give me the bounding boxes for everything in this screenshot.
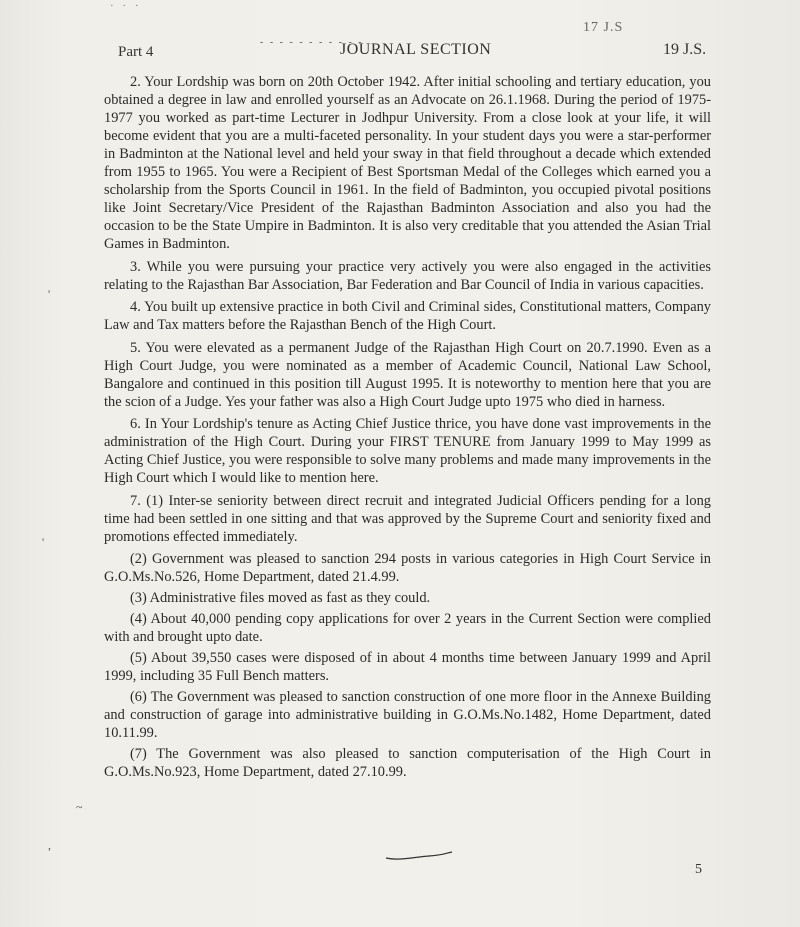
handwritten-underline bbox=[384, 849, 454, 863]
corner-scan-mark: · · · bbox=[110, 0, 142, 12]
paragraph-7-item-3: (3) Administrative files moved as fast as they could. bbox=[130, 590, 431, 606]
paragraph-4: 4. You built up extensive practice in both Civil and Criminal sides, Constitutional matters, Company Law and Tax matters before the Rajasthan Bench of the High Court. bbox=[104, 299, 711, 333]
body-text bbox=[104, 73, 711, 784]
part-label: Part 4 bbox=[118, 44, 154, 60]
paragraph-7-item-1: 7. (1) Inter-se seniority between direct recruit and integrated Judicial Officers pending for a long time had been settled in one sitting and that was approved by the Supreme Court and seniority fixed and promotions effected immediately. bbox=[104, 492, 711, 545]
paragraph-7-item-6: (6) The Government was pleased to sanction construction of one more floor in the Annexe Building and construction of garage into administrative building in G.O.Ms.No.1482, Home Department, dated 10.11.99. bbox=[104, 689, 711, 741]
header-faint-rule: - - - - - - - - - - - bbox=[260, 37, 364, 48]
scan-speck: ' bbox=[42, 535, 45, 549]
paragraph-7-item-5: (5) About 39,550 cases were disposed of in about 4 months time between January 1999 and April 1999, including 35 Full Bench matters. bbox=[104, 650, 711, 684]
scan-speck: ~ bbox=[76, 800, 83, 814]
section-title: JOURNAL SECTION bbox=[340, 41, 492, 58]
paragraph-7-item-4: (4) About 40,000 pending copy applications for over 2 years in the Current Section were complied with and brought upto date. bbox=[104, 611, 711, 645]
paragraph-7-item-7: (7) The Government was also pleased to sanction computerisation of the High Court in G.O.Ms.No.923, Home Department, dated 27.10.99. bbox=[104, 746, 711, 780]
scan-speck: , bbox=[48, 838, 51, 852]
page-reference: 19 J.S. bbox=[663, 41, 707, 58]
top-page-code: 17 J.S bbox=[583, 20, 624, 35]
page-number: 5 bbox=[695, 862, 702, 877]
paragraph-3: 3. While you were pursuing your practice very actively you were also engaged in the activities relating to the Rajasthan Bar Association, Bar Federation and Bar Council of India in various capacities. bbox=[104, 258, 711, 293]
paragraph-2: 2. Your Lordship was born on 20th October 1942. After initial schooling and tertiary education, you obtained a degree in law and enrolled yourself as an Advocate on 26.1.1968. During the period of 1975-1977 you worked as part-time Lecturer in Jodhpur University. From a close look at your life, it will become evident that you are a multi-faceted personality. In your student days you were a star-performer in Badminton at the National level and held your sway in that field throughout a decade which extended from 1955 to 1965. You were a Recipient of Best Sportsman Medal of the Colleges which earned you a scholarship from the Sports Council in 1961. In the field of Badminton, you occupied pivotal positions like Joint Secretary/Vice President of the Rajasthan Badminton Association and also you had the occasion to be the State Umpire in Badminton. It is also very creditable that you attended the Asian Trial Games in Badminton. bbox=[104, 74, 711, 252]
paragraph-6: 6. In Your Lordship's tenure as Acting Chief Justice thrice, you have done vast improvements in the administration of the High Court. During your FIRST TENURE from January 1999 to May 1999 as Acting Chief Justice, you were responsible to solve many problems and made many improvements in the High Court which I would like to mention here. bbox=[104, 416, 711, 486]
paragraph-5: 5. You were elevated as a permanent Judge of the Rajasthan High Court on 20.7.1990. Even as a High Court Judge, you were nominated as a member of Academic Council, National Law School, Bangalore and continued in this position till August 1995. It is noteworthy to mention here that you are the scion of a Judge. Yes your father was also a High Court Judge upto 1975 who died in harness. bbox=[104, 339, 711, 410]
paragraph-7-item-2: (2) Government was pleased to sanction 294 posts in various categories in High Court Service in G.O.Ms.No.526, Home Department, dated 21.4.99. bbox=[104, 551, 711, 585]
scan-speck: ' bbox=[48, 287, 51, 301]
